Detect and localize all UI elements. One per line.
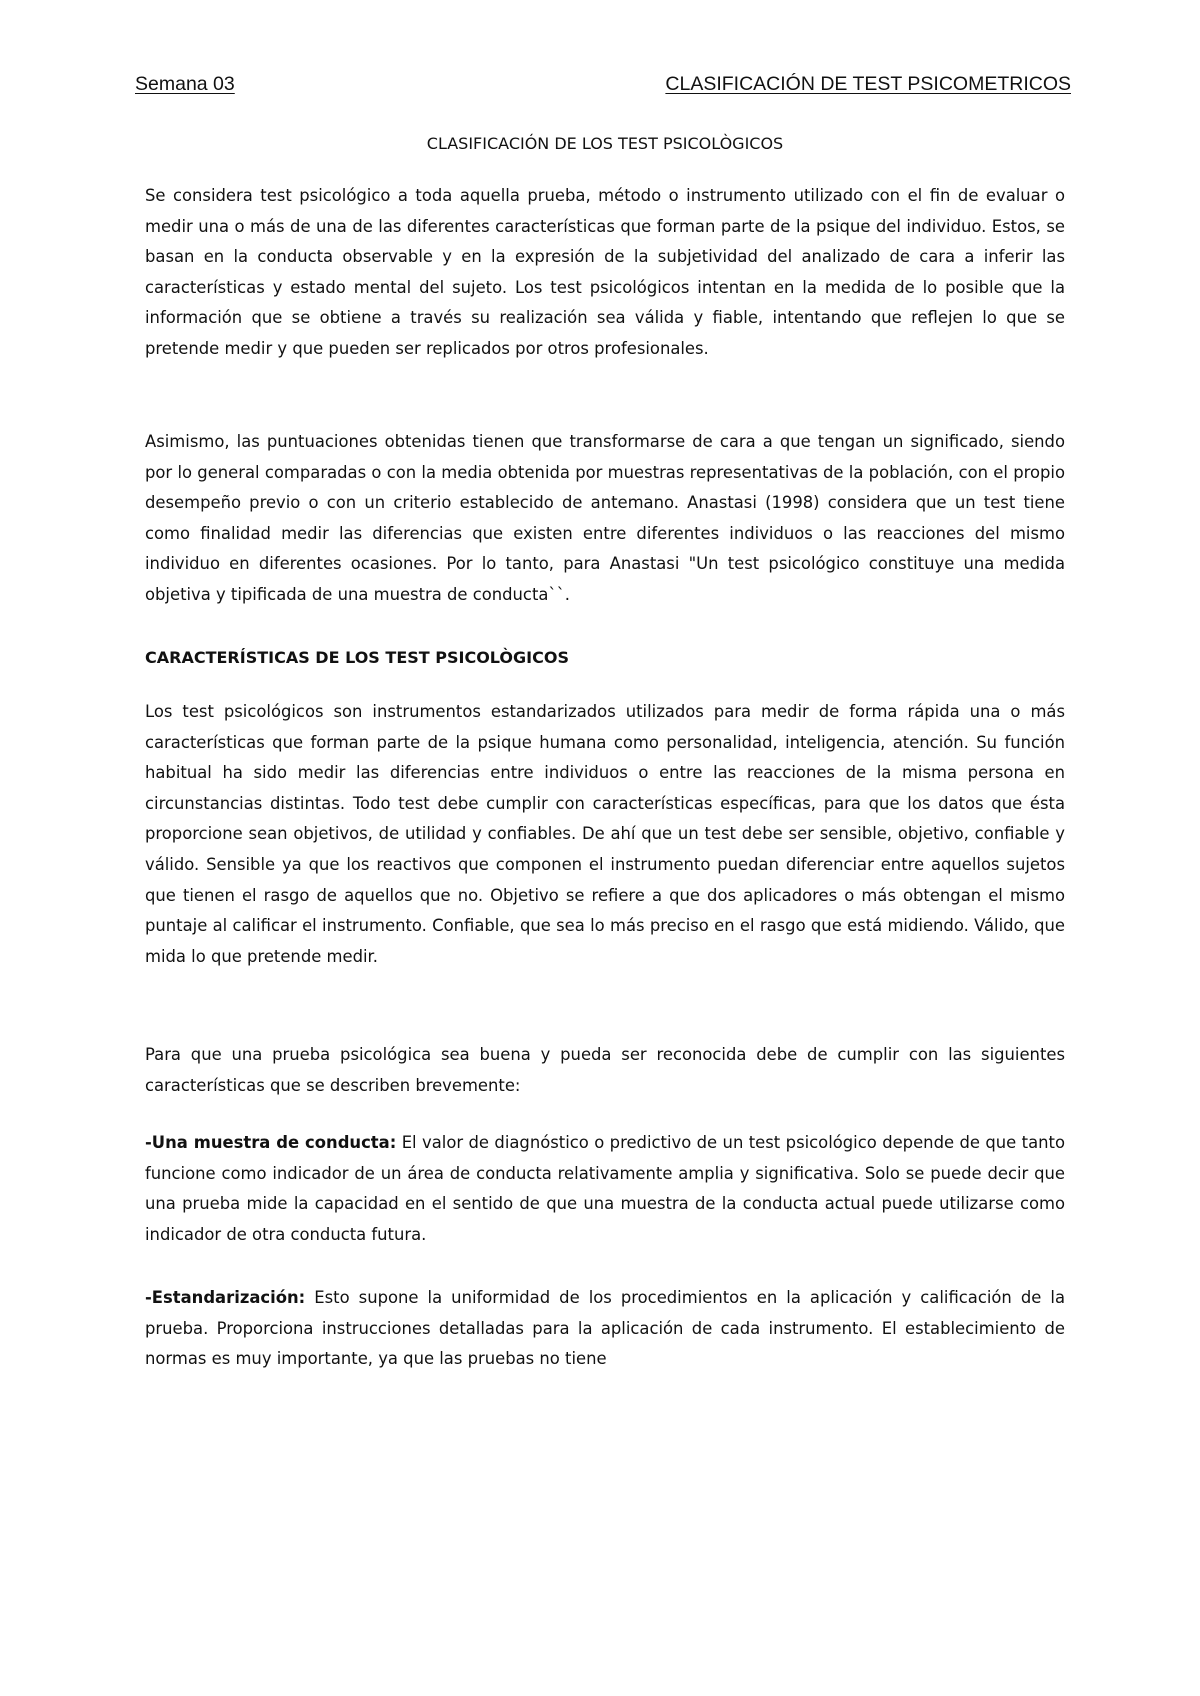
- section-heading-characteristics: CARACTERÍSTICAS DE LOS TEST PSICOLÒGICOS: [145, 648, 569, 667]
- week-label: Semana 03: [135, 73, 235, 95]
- list-item-term: -Una muestra de conducta:: [145, 1133, 397, 1152]
- list-item-behavior-sample: [145, 1128, 1065, 1250]
- header-title: CLASIFICACIÓN DE TEST PSICOMETRICOS: [665, 73, 1071, 95]
- list-item-description: Esto supone la uniformidad de los procedimientos en la aplicación y calificación de la prueba. Proporciona instrucciones detalladas para la aplicación de cada instrumento. El establecimiento de normas es muy importante, ya que las pruebas no tiene: [145, 1288, 1065, 1369]
- paragraph-intro-list: Para que una prueba psicológica sea buena y pueda ser reconocida debe de cumplir con las siguientes características que se describen brevemente:: [145, 1045, 1065, 1095]
- list-item-standardization: [145, 1283, 1065, 1375]
- list-item-description: El valor de diagnóstico o predictivo de un test psicológico depende de que tanto funcione como indicador de un área de conducta relativamente amplia y significativa. Solo se puede decir que una prueba mide la capacidad en el sentido de que una muestra de la conducta actual puede utilizarse como indicador de otra conducta futura.: [145, 1133, 1066, 1244]
- page-header: [135, 70, 1071, 98]
- paragraph-characteristics: Los test psicológicos son instrumentos estandarizados utilizados para medir de forma rápida una o más características que forman parte de la psique humana como personalidad, inteligencia, atención. Su función habitual ha sido medir las diferencias entre individuos o entre las reacciones de la misma persona en circunstancias distintas. Todo test debe cumplir con características específicas, para que los datos que ésta proporcione sean objetivos, de utilidad y confiables. De ahí que un test debe ser sensible, objetivo, confiable y válido. Sensible ya que los reactivos que componen el instrumento puedan diferenciar entre aquellos sujetos que tienen el rasgo de aquellos que no. Objetivo se refiere a que dos aplicadores o más obtengan el mismo puntaje al calificar el instrumento. Confiable, que sea lo más preciso en el rasgo que está midiendo. Válido, que mida lo que pretende medir.: [145, 702, 1065, 966]
- paragraph-definition: Se considera test psicológico a toda aquella prueba, método o instrumento utilizado con el fin de evaluar o medir una o más de una de las diferentes características que forman parte de la psique del individuo. Estos, se basan en la conducta observable y en la expresión de la subjetividad del analizado de cara a inferir las características y estado mental del sujeto. Los test psicológicos intentan en la medida de lo posible que la información que se obtiene a través su realización sea válida y fiable, intentando que reflejen lo que se pretende medir y que pueden ser replicados por otros profesionales.: [145, 186, 1065, 358]
- list-item-term: -Estandarización:: [145, 1288, 306, 1307]
- document-title: CLASIFICACIÓN DE LOS TEST PSICOLÒGICOS: [426, 134, 784, 153]
- paragraph-scores: Asimismo, las puntuaciones obtenidas tienen que transformarse de cara a que tengan un significado, siendo por lo general comparadas o con la media obtenida por muestras representativas de la población, con el propio desempeño previo o con un criterio establecido de antemano. Anastasi (1998) considera que un test tiene como finalidad medir las diferencias que existen entre diferentes individuos o las reacciones del mismo individuo en diferentes ocasiones. Por lo tanto, para Anastasi "Un test psicológico constituye una medida objetiva y tipificada de una muestra de conducta``.: [145, 432, 1065, 604]
- document-page: [135, 0, 1071, 1696]
